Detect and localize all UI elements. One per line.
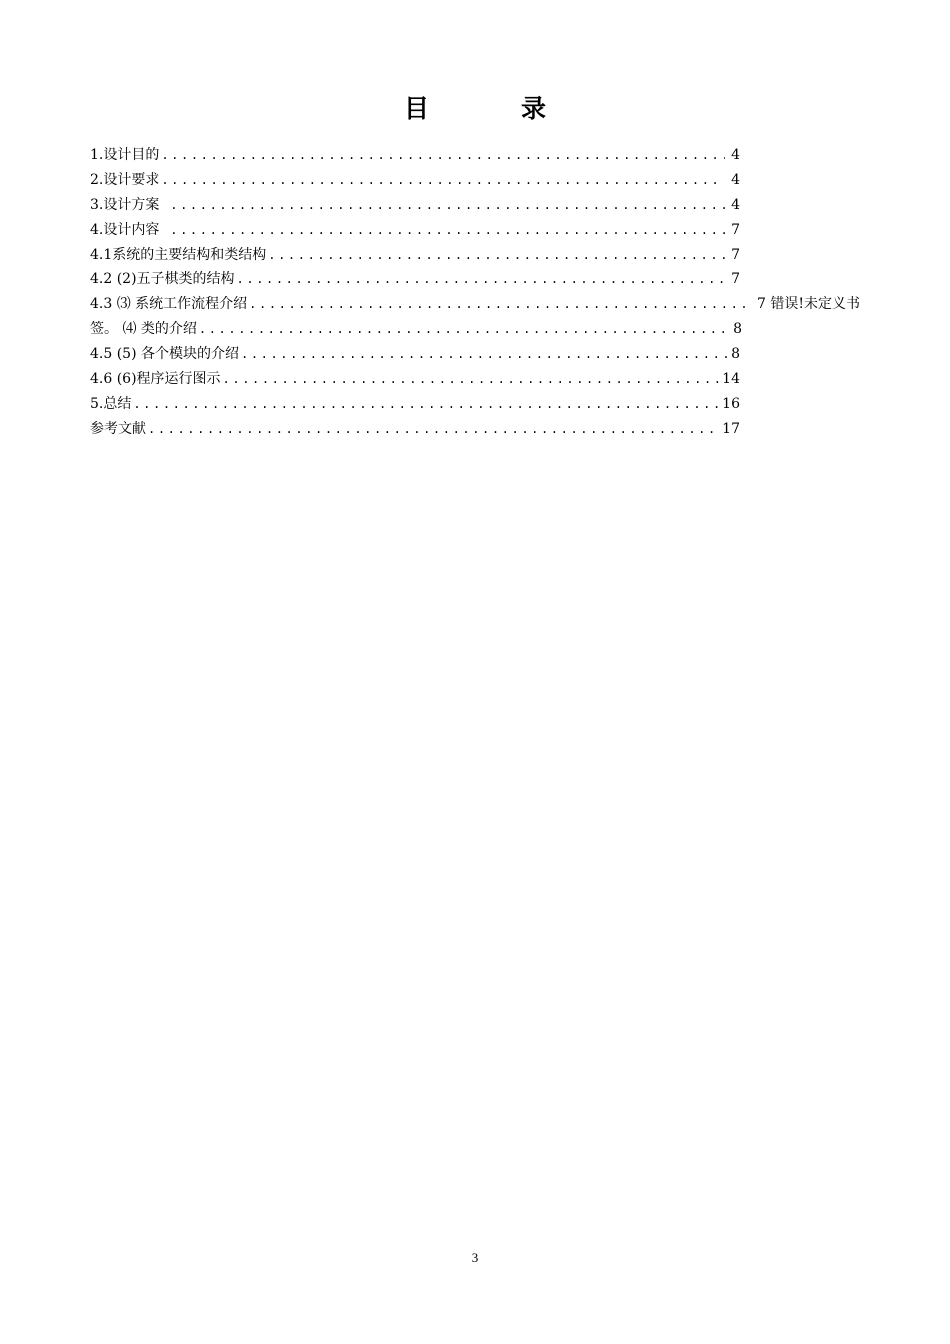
toc-leader-dots: [249, 292, 750, 317]
toc-leader-dots: [161, 143, 724, 168]
toc-title: [0, 92, 950, 126]
toc-entry-page: 7: [752, 296, 771, 313]
toc-entry-page: 7: [731, 221, 740, 238]
toc-entry-label: 2.设计要求: [90, 171, 160, 188]
table-of-contents: [90, 143, 860, 442]
toc-entry-page: 7: [731, 271, 740, 288]
toc-title-char-1: 目: [403, 94, 429, 123]
toc-entry-label: 4.1系统的主要结构和类结构: [90, 246, 267, 263]
toc-leader-dots: [268, 243, 729, 268]
toc-entry-label: 签。 ⑷ 类的介绍: [90, 321, 197, 338]
toc-entry-label: 5.总结: [90, 395, 132, 412]
toc-entry[interactable]: [90, 143, 740, 168]
toc-entry-page: 8: [733, 321, 742, 338]
toc-entry[interactable]: [90, 292, 860, 317]
toc-entry[interactable]: [90, 168, 740, 193]
toc-title-char-2: 录: [521, 94, 547, 123]
toc-entry-page: 14: [722, 371, 740, 388]
toc-entry[interactable]: [90, 367, 740, 392]
toc-leader-dots: [170, 218, 729, 243]
toc-leader-dots: [199, 317, 731, 342]
toc-entry-label: 4.设计内容: [90, 221, 169, 238]
toc-entry[interactable]: [90, 193, 740, 218]
toc-entry[interactable]: [90, 267, 740, 292]
toc-leader-dots: [237, 267, 730, 292]
toc-entry-label: 3.设计方案: [90, 196, 169, 213]
toc-entry[interactable]: [90, 417, 740, 442]
toc-entry-label: 4.6 (6)程序运行图示: [90, 371, 221, 388]
toc-entry-page: 17: [722, 420, 740, 437]
toc-entry-page: 7: [731, 246, 740, 263]
toc-leader-dots: [161, 168, 720, 193]
toc-leader-dots: [170, 193, 729, 218]
toc-leader-dots: [148, 417, 720, 442]
toc-entry-label: 4.5 (5) 各个模块的介绍: [90, 346, 239, 363]
toc-entry-page: 4: [726, 147, 740, 163]
toc-leader-dots: [241, 342, 729, 367]
bookmark-error-text: 错误!未定义书: [770, 296, 860, 313]
toc-entry-label: 参考文献: [90, 420, 146, 437]
toc-entry[interactable]: [90, 317, 742, 342]
toc-entry-label: 1.设计目的: [90, 147, 160, 163]
toc-entry-label: 4.2 (2)五子棋类的结构: [90, 271, 235, 288]
toc-leader-dots: [223, 367, 721, 392]
toc-entry-page: 8: [731, 346, 740, 363]
toc-entry[interactable]: [90, 392, 740, 417]
toc-entry-label: 4.3 ⑶ 系统工作流程介绍: [90, 296, 248, 313]
toc-entry[interactable]: [90, 243, 740, 268]
toc-entry[interactable]: [90, 342, 740, 367]
toc-entry-page: 16: [722, 395, 740, 412]
toc-entry-page: 4: [722, 171, 740, 188]
page-number: 3: [471, 1250, 479, 1265]
toc-entry[interactable]: [90, 218, 740, 243]
toc-leader-dots: [133, 392, 720, 417]
toc-entry-page: 4: [731, 196, 740, 213]
